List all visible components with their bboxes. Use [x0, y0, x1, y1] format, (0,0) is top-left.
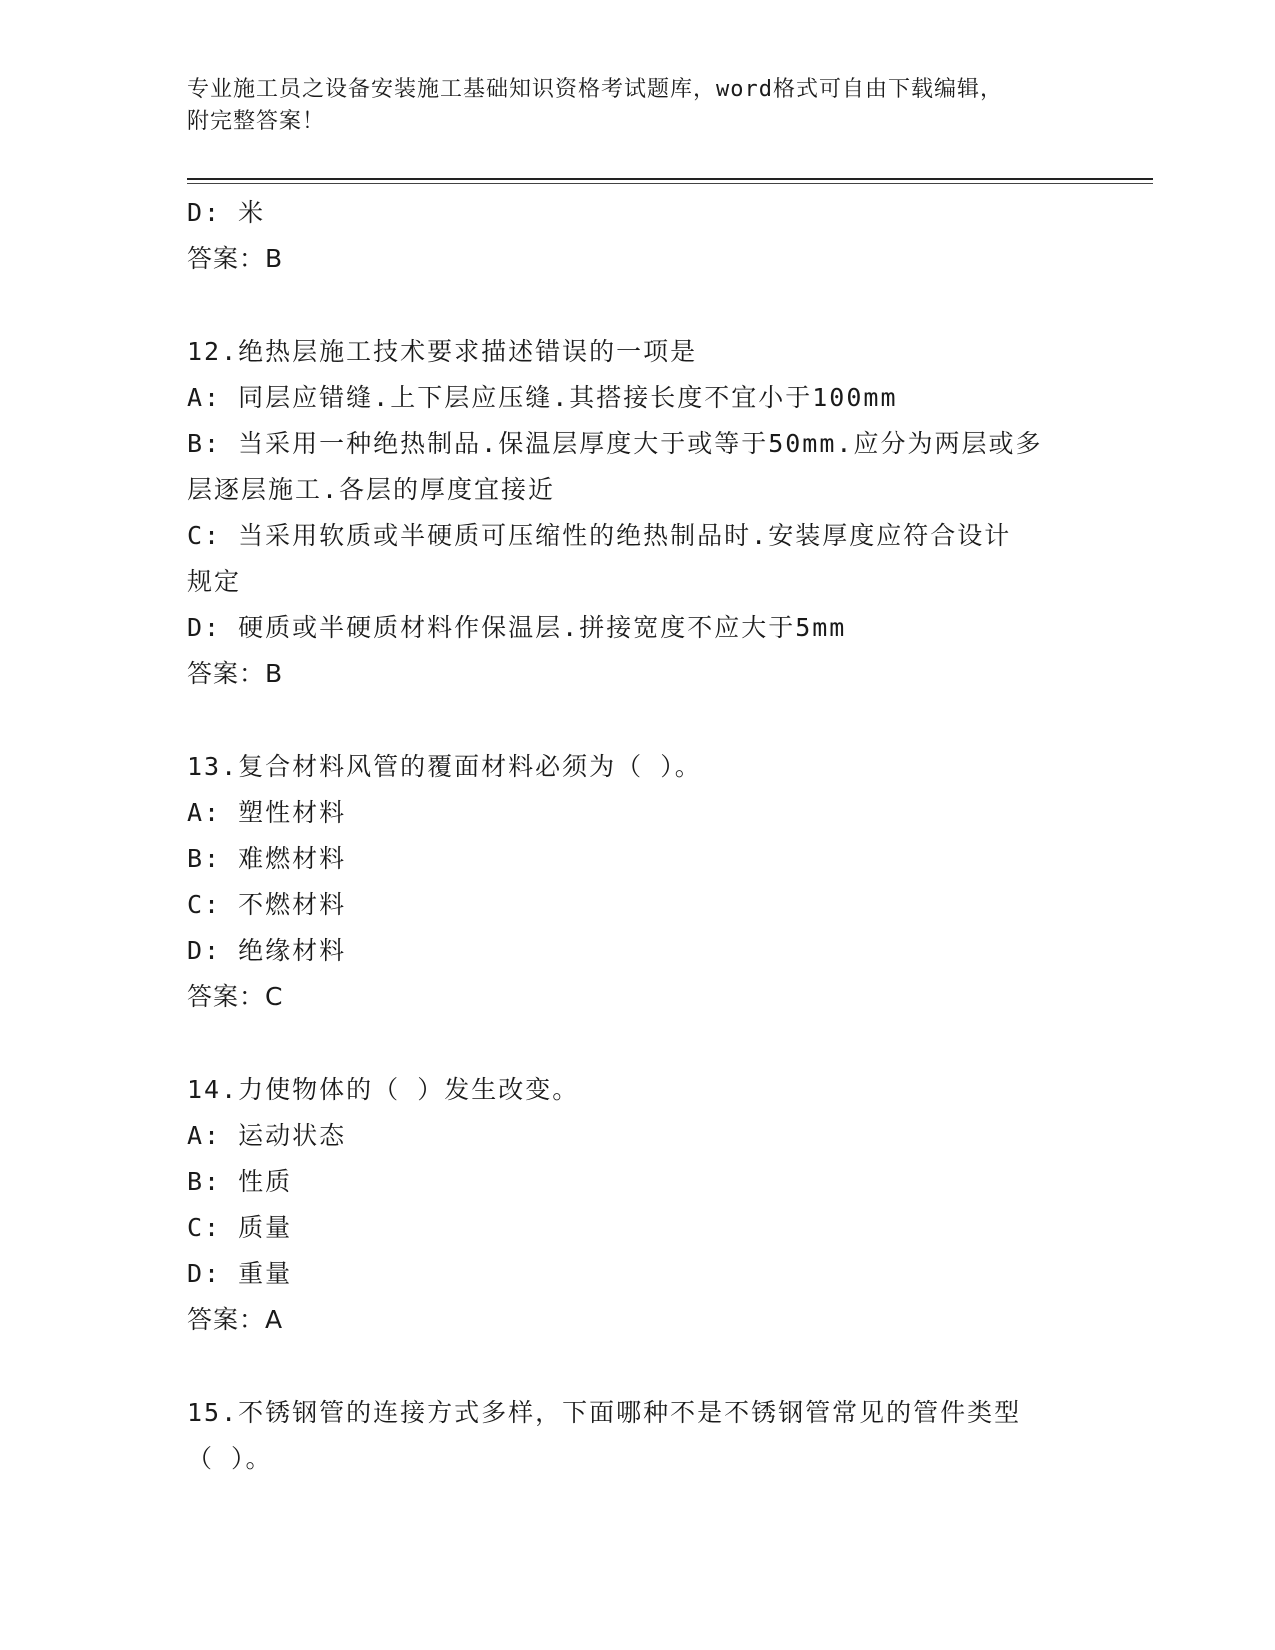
- answer: 答案：C: [187, 982, 284, 1011]
- question-list: [187, 190, 1087, 1482]
- question-stem-line-2: （ ）。: [187, 1444, 273, 1473]
- spacer: [187, 1020, 1087, 1067]
- spacer: [187, 697, 1087, 744]
- question-stem: 13.复合材料风管的覆面材料必须为（ ）。: [187, 752, 702, 781]
- answer: 答案：B: [187, 659, 284, 688]
- question-13: [187, 744, 1087, 1020]
- option-a: A: 运动状态: [187, 1121, 347, 1150]
- spacer: [187, 282, 1087, 329]
- option-a: A: 塑性材料: [187, 798, 347, 827]
- option-c: C: 不燃材料: [187, 890, 347, 919]
- option-b-line-2: 层逐层施工.各层的厚度宜接近: [187, 475, 556, 504]
- question-12: [187, 329, 1087, 697]
- question-stem-line-1: 15.不锈钢管的连接方式多样，下面哪种不是不锈钢管常见的管件类型: [187, 1398, 1022, 1427]
- answer: 答案：A: [187, 1305, 284, 1334]
- header-divider-thin: [187, 183, 1153, 184]
- header-line-2: 附完整答案！: [187, 109, 326, 134]
- prev-answer: 答案：B: [187, 244, 284, 273]
- prev-option-d: D: 米: [187, 198, 266, 227]
- option-c-line-1: C: 当采用软质或半硬质可压缩性的绝热制品时.安装厚度应符合设计: [187, 521, 1012, 550]
- question-14: [187, 1067, 1087, 1343]
- question-stem: 12.绝热层施工技术要求描述错误的一项是: [187, 337, 698, 366]
- option-c-line-2: 规定: [187, 567, 242, 596]
- option-c: C: 质量: [187, 1213, 293, 1242]
- option-d: D: 重量: [187, 1259, 293, 1288]
- option-a: A: 同层应错缝.上下层应压缝.其搭接长度不宜小于100mm: [187, 383, 898, 412]
- question-stem: 14.力使物体的（ ）发生改变。: [187, 1075, 580, 1104]
- option-b: B: 性质: [187, 1167, 293, 1196]
- option-d: D: 绝缘材料: [187, 936, 347, 965]
- header-divider-thick: [187, 178, 1153, 180]
- question-15: [187, 1390, 1087, 1482]
- document-header: [187, 74, 1067, 138]
- header-line-1: 专业施工员之设备安装施工基础知识资格考试题库，word格式可自由下载编辑，: [187, 77, 1003, 102]
- option-d: D: 硬质或半硬质材料作保温层.拼接宽度不应大于5mm: [187, 613, 847, 642]
- spacer: [187, 1343, 1087, 1390]
- option-b: B: 难燃材料: [187, 844, 347, 873]
- option-b-line-1: B: 当采用一种绝热制品.保温层厚度大于或等于50mm.应分为两层或多: [187, 429, 1043, 458]
